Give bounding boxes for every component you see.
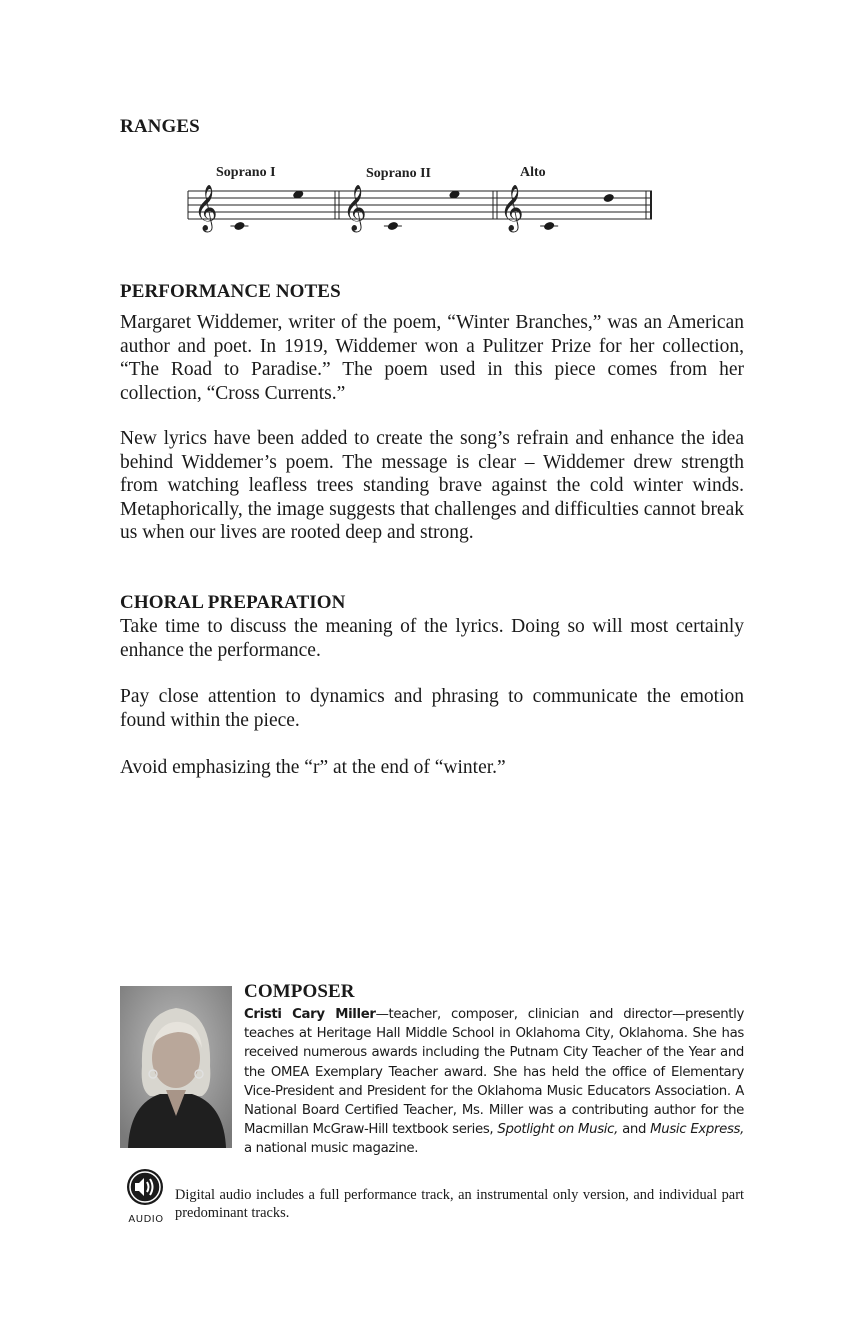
composer-section xyxy=(244,981,744,1159)
composer-name: Cristi Cary Miller xyxy=(244,1007,376,1022)
performance-notes-paragraph-2: New lyrics have been added to create the song’s refrain and enhance the idea behind Widdemer’s poem. The message is clear – Widdemer drew strength from watching leafless trees standing brave against the cold winter winds. Metaphorically, the image suggests that challenges and difficulties cannot break us when our lives are rooted deep and strong. xyxy=(120,428,744,543)
audio-speaker-icon xyxy=(124,1168,168,1208)
composer-bio-text-3: a national music magazine. xyxy=(244,1141,419,1157)
voice-label-soprano-2: Soprano II xyxy=(366,166,431,181)
composer-bio-text-2: and xyxy=(617,1122,651,1138)
treble-clef-icon: 𝄞 xyxy=(500,185,524,231)
composer-photo xyxy=(120,986,232,1148)
range-notes xyxy=(230,189,614,231)
composer-bio xyxy=(244,1005,744,1159)
audio-badge xyxy=(124,1168,168,1225)
treble-clef-icon: 𝄞 xyxy=(343,185,367,231)
choral-preparation-paragraph-3: Avoid emphasizing the “r” at the end of “winter.” xyxy=(120,757,506,778)
note-head xyxy=(543,221,555,231)
staff-lines xyxy=(188,191,652,219)
note-head xyxy=(233,221,245,231)
audio-note: Digital audio includes a full performance track, an instrumental only version, and individual part predominant tracks. xyxy=(175,1187,744,1221)
performance-notes-heading: PERFORMANCE NOTES xyxy=(120,281,341,302)
audio-label: AUDIO xyxy=(128,1214,164,1225)
choral-preparation-paragraph-2: Pay close attention to dynamics and phrasing to communicate the emotion found within the piece. xyxy=(120,686,744,731)
composer-heading: COMPOSER xyxy=(244,981,355,1002)
magazine-title: Music Express, xyxy=(650,1122,744,1138)
treble-clef-icon: 𝄞 xyxy=(194,185,218,231)
vocal-ranges-staff xyxy=(180,158,720,240)
note-head xyxy=(603,193,615,203)
choral-preparation-heading: CHORAL PREPARATION xyxy=(120,592,346,613)
textbook-series-title: Spotlight on Music, xyxy=(497,1122,618,1138)
ranges-heading: RANGES xyxy=(120,116,200,137)
voice-label-soprano-1: Soprano I xyxy=(216,165,276,180)
performance-notes-paragraph-1: Margaret Widdemer, writer of the poem, “Winter Branches,” was an American author and poet. In 1919, Widdemer won a Pulitzer Prize for her collection, “The Road to Paradise.” The poem used in this piece comes from her collection, “Cross Currents.” xyxy=(120,312,744,404)
choral-preparation-paragraph-1: Take time to discuss the meaning of the lyrics. Doing so will most certainly enhance the performance. xyxy=(120,616,744,661)
note-head xyxy=(387,221,399,231)
voice-label-alto: Alto xyxy=(520,165,546,180)
composer-bio-text-1: —teacher, composer, clinician and director—presently teaches at Heritage Hall Middle School in Oklahoma City, Oklahoma. She has received numerous awards including the Putnam City Teacher of the Year and the OMEA Exemplary Teacher award. She has held the office of Elementary Vice-President and President for the Oklahoma Music Educators Association. A National Board Certified Teacher, Ms. Miller was a contributing author for the Macmillan McGraw-Hill textbook series, xyxy=(244,1007,744,1138)
